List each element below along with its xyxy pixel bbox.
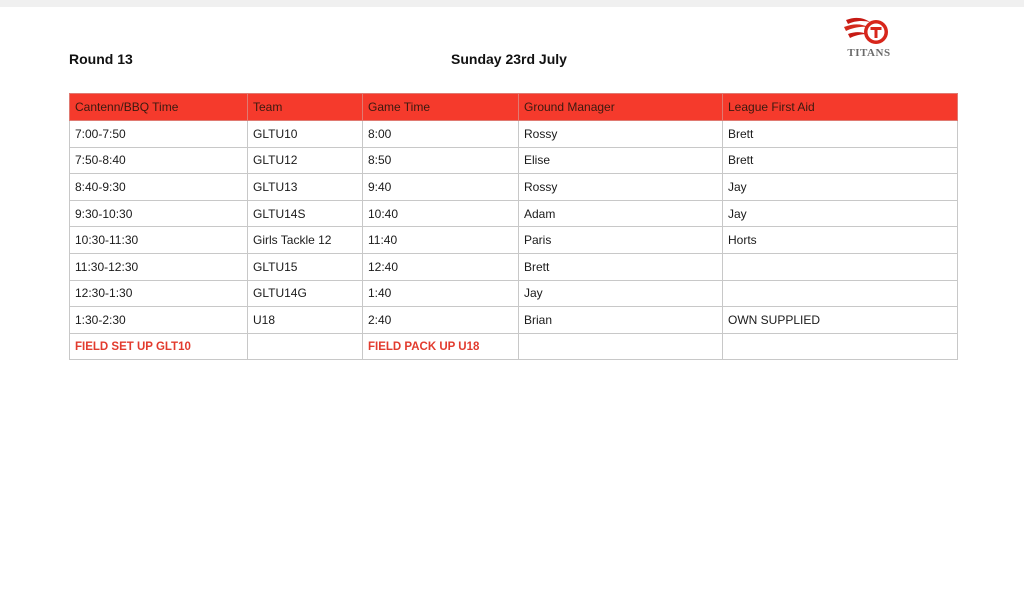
table-cell bbox=[723, 253, 958, 280]
column-header: Ground Manager bbox=[519, 94, 723, 121]
table-cell: 11:30-12:30 bbox=[70, 253, 248, 280]
table-cell: Adam bbox=[519, 200, 723, 227]
table-row bbox=[70, 147, 958, 174]
logo-text: TITANS bbox=[847, 47, 891, 59]
table-cell: Brett bbox=[723, 147, 958, 174]
table-row bbox=[70, 280, 958, 307]
date-label: Sunday 23rd July bbox=[451, 51, 567, 67]
table-cell: 2:40 bbox=[363, 307, 519, 334]
table-cell: 1:40 bbox=[363, 280, 519, 307]
table-row bbox=[70, 174, 958, 201]
table-cell: Girls Tackle 12 bbox=[248, 227, 363, 254]
table-cell: 12:30-1:30 bbox=[70, 280, 248, 307]
column-header: Team bbox=[248, 94, 363, 121]
table-cell: Rossy bbox=[519, 174, 723, 201]
field-pack-up-note: FIELD PACK UP U18 bbox=[363, 333, 519, 360]
table-cell: Rossy bbox=[519, 121, 723, 148]
table-cell: 12:40 bbox=[363, 253, 519, 280]
table-cell: 10:40 bbox=[363, 200, 519, 227]
table-cell bbox=[723, 333, 958, 360]
top-strip bbox=[0, 0, 1024, 7]
table-cell: 7:50-8:40 bbox=[70, 147, 248, 174]
table-cell: Horts bbox=[723, 227, 958, 254]
table-cell: 8:00 bbox=[363, 121, 519, 148]
round-label: Round 13 bbox=[69, 51, 133, 67]
table-cell: GLTU14S bbox=[248, 200, 363, 227]
table-row bbox=[70, 121, 958, 148]
table-cell bbox=[723, 280, 958, 307]
table-cell bbox=[248, 333, 363, 360]
table-cell: Brian bbox=[519, 307, 723, 334]
field-set-up-note: FIELD SET UP GLT10 bbox=[70, 333, 248, 360]
table-cell: GLTU12 bbox=[248, 147, 363, 174]
flame-helmet-icon bbox=[842, 14, 896, 50]
schedule-table bbox=[69, 93, 958, 360]
table-cell: 9:30-10:30 bbox=[70, 200, 248, 227]
table-cell: GLTU15 bbox=[248, 253, 363, 280]
table-cell: 1:30-2:30 bbox=[70, 307, 248, 334]
table-cell: GLTU14G bbox=[248, 280, 363, 307]
table-row bbox=[70, 307, 958, 334]
table-cell: 9:40 bbox=[363, 174, 519, 201]
table-cell: GLTU13 bbox=[248, 174, 363, 201]
table-cell: OWN SUPPLIED bbox=[723, 307, 958, 334]
column-header: Game Time bbox=[363, 94, 519, 121]
table-row bbox=[70, 227, 958, 254]
table-cell: Jay bbox=[519, 280, 723, 307]
field-notes-row bbox=[70, 333, 958, 360]
table-row bbox=[70, 253, 958, 280]
table-cell: 7:00-7:50 bbox=[70, 121, 248, 148]
column-header: League First Aid bbox=[723, 94, 958, 121]
table-row bbox=[70, 200, 958, 227]
table-cell: 10:30-11:30 bbox=[70, 227, 248, 254]
column-header: Cantenn/BBQ Time bbox=[70, 94, 248, 121]
table-cell: Jay bbox=[723, 174, 958, 201]
table-cell: 11:40 bbox=[363, 227, 519, 254]
table-cell: Brett bbox=[723, 121, 958, 148]
table-header-row bbox=[70, 94, 958, 121]
table-cell: GLTU10 bbox=[248, 121, 363, 148]
table-cell: Paris bbox=[519, 227, 723, 254]
table-cell bbox=[519, 333, 723, 360]
table-cell: 8:50 bbox=[363, 147, 519, 174]
table-cell: Jay bbox=[723, 200, 958, 227]
table-cell: 8:40-9:30 bbox=[70, 174, 248, 201]
table-cell: U18 bbox=[248, 307, 363, 334]
table-cell: Elise bbox=[519, 147, 723, 174]
titans-logo bbox=[842, 14, 896, 64]
table-cell: Brett bbox=[519, 253, 723, 280]
